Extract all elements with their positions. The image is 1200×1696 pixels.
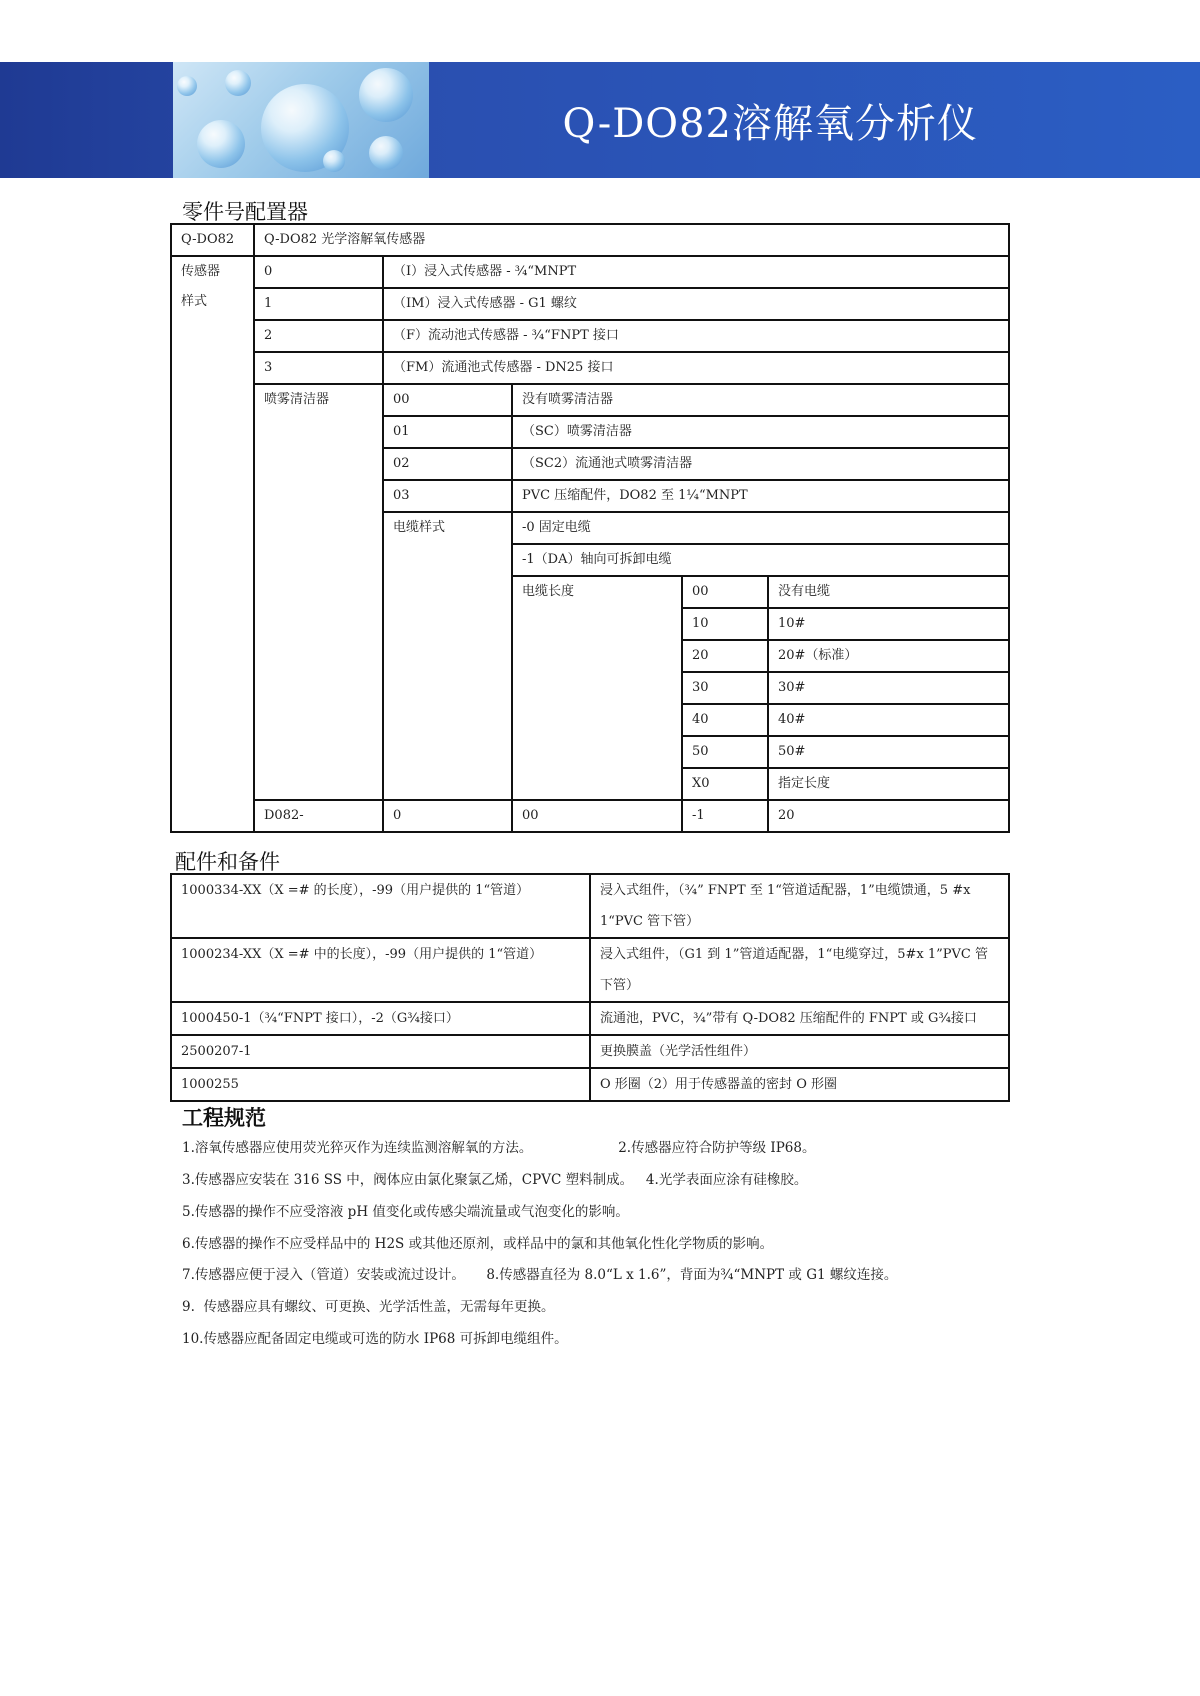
sensor-code: 3 — [254, 352, 383, 384]
page-title: Q-DO82溶解氧分析仪 — [562, 101, 978, 147]
table-row — [171, 352, 1009, 384]
table-row — [171, 938, 1009, 1002]
spray-code: 03 — [383, 480, 512, 512]
table-row — [171, 1068, 1009, 1101]
example-length: 20 — [768, 800, 1009, 832]
part-desc: 流通池，PVC，¾”带有 Q-DO82 压缩配件的 FNPT 或 G¾接口 — [590, 1002, 1009, 1035]
specs-heading: 工程规范 — [182, 1106, 266, 1130]
table-row — [171, 1035, 1009, 1068]
table-row — [171, 224, 1009, 256]
length-code: 10 — [682, 608, 768, 640]
part-desc: 浸入式组件，（G1 到 1”管道适配器，1“电缆穿过，5#x 1”PVC 管下管） — [590, 938, 1009, 1002]
spray-code: 02 — [383, 448, 512, 480]
table-row — [171, 256, 1009, 288]
length-code: 00 — [682, 576, 768, 608]
length-desc: 50# — [768, 736, 1009, 768]
spec-line: 5.传感器的操作不应受溶液 pH 值变化或传感尖端流量或气泡变化的影响。 — [182, 1204, 629, 1220]
spec-line: 7.传感器应便于浸入（管道）安装或流过设计。 8.传感器直径为 8.0“L x 1.6”，背面为¾“MNPT 或 G1 螺纹连接。 — [182, 1267, 898, 1283]
spray-desc: （SC）喷雾清洁器 — [512, 416, 1009, 448]
example-cable: -1 — [682, 800, 768, 832]
spec-line: 9. 传感器应具有螺纹、可更换、光学活性盖，无需每年更换。 — [182, 1299, 555, 1315]
table-row-example — [171, 800, 1009, 832]
model-code: Q-DO82 — [171, 224, 254, 256]
length-code: 30 — [682, 672, 768, 704]
length-desc: 指定长度 — [768, 768, 1009, 800]
cable-style-option: -0 固定电缆 — [512, 512, 1009, 544]
spray-code: 01 — [383, 416, 512, 448]
length-desc: 没有电缆 — [768, 576, 1009, 608]
configurator-heading: 零件号配置器 — [182, 200, 308, 224]
spec-line: 6.传感器的操作不应受样品中的 H2S 或其他还原剂，或样品中的氯和其他氧化性化学物质的影响。 — [182, 1236, 774, 1252]
part-number-configurator-table — [170, 223, 1010, 833]
sensor-desc: （FM）流通池式传感器 - DN25 接口 — [383, 352, 1009, 384]
length-desc: 30# — [768, 672, 1009, 704]
length-code: 40 — [682, 704, 768, 736]
sensor-code: 0 — [254, 256, 383, 288]
accessories-heading: 配件和备件 — [175, 850, 280, 874]
example-prefix: D082- — [254, 800, 383, 832]
bubbles-photo — [173, 62, 429, 178]
sensor-style-label: 传感器 样式 — [171, 256, 254, 832]
part-number: 1000234-XX（X =# 中的长度），-99（用户提供的 1“管道） — [171, 938, 590, 1002]
spec-line: 1.溶氧传感器应使用荧光猝灭作为连续监测溶解氧的方法。 2.传感器应符合防护等级 IP68。 — [182, 1140, 816, 1156]
length-desc: 40# — [768, 704, 1009, 736]
part-desc: 浸入式组件，（¾” FNPT 至 1“管道适配器，1”电缆馈通，5 #x 1“PVC 管下管） — [590, 874, 1009, 938]
cable-style-option: -1（DA）轴向可拆卸电缆 — [512, 544, 1009, 576]
part-number: 1000255 — [171, 1068, 590, 1101]
spray-cleaner-label: 喷雾清洁器 — [254, 384, 383, 800]
spray-desc: PVC 压缩配件，DO82 至 1¼“MNPT — [512, 480, 1009, 512]
spec-line: 3.传感器应安装在 316 SS 中，阀体应由氯化聚氯乙烯，CPVC 塑料制成。 4.光学表面应涂有硅橡胶。 — [182, 1172, 808, 1188]
length-desc: 20#（标准） — [768, 640, 1009, 672]
sensor-desc: （F）流动池式传感器 - ¾“FNPT 接口 — [383, 320, 1009, 352]
table-row — [171, 384, 1009, 416]
accessories-table — [170, 873, 1010, 1102]
sensor-code: 2 — [254, 320, 383, 352]
spray-code: 00 — [383, 384, 512, 416]
table-row — [171, 874, 1009, 938]
length-desc: 10# — [768, 608, 1009, 640]
model-desc: Q-DO82 光学溶解氧传感器 — [254, 224, 1009, 256]
sensor-code: 1 — [254, 288, 383, 320]
header-banner — [0, 62, 1200, 178]
table-row — [171, 288, 1009, 320]
length-code: 20 — [682, 640, 768, 672]
part-desc: O 形圈（2）用于传感器盖的密封 O 形圈 — [590, 1068, 1009, 1101]
spec-line: 10.传感器应配备固定电缆或可选的防水 IP68 可拆卸电缆组件。 — [182, 1331, 568, 1347]
example-sensor: 0 — [383, 800, 512, 832]
cable-style-label: 电缆样式 — [383, 512, 512, 800]
sensor-desc: （IM）浸入式传感器 - G1 螺纹 — [383, 288, 1009, 320]
part-number: 1000334-XX（X =# 的长度），-99（用户提供的 1“管道） — [171, 874, 590, 938]
cable-length-label: 电缆长度 — [512, 576, 682, 800]
table-row — [171, 1002, 1009, 1035]
example-spray: 00 — [512, 800, 682, 832]
sensor-desc: （I）浸入式传感器 - ¾“MNPT — [383, 256, 1009, 288]
part-number: 1000450-1（¾“FNPT 接口），-2（G¾接口） — [171, 1002, 590, 1035]
part-number: 2500207-1 — [171, 1035, 590, 1068]
length-code: X0 — [682, 768, 768, 800]
length-code: 50 — [682, 736, 768, 768]
table-row — [171, 320, 1009, 352]
part-desc: 更换膜盖（光学活性组件） — [590, 1035, 1009, 1068]
spray-desc: （SC2）流通池式喷雾清洁器 — [512, 448, 1009, 480]
spray-desc: 没有喷雾清洁器 — [512, 384, 1009, 416]
